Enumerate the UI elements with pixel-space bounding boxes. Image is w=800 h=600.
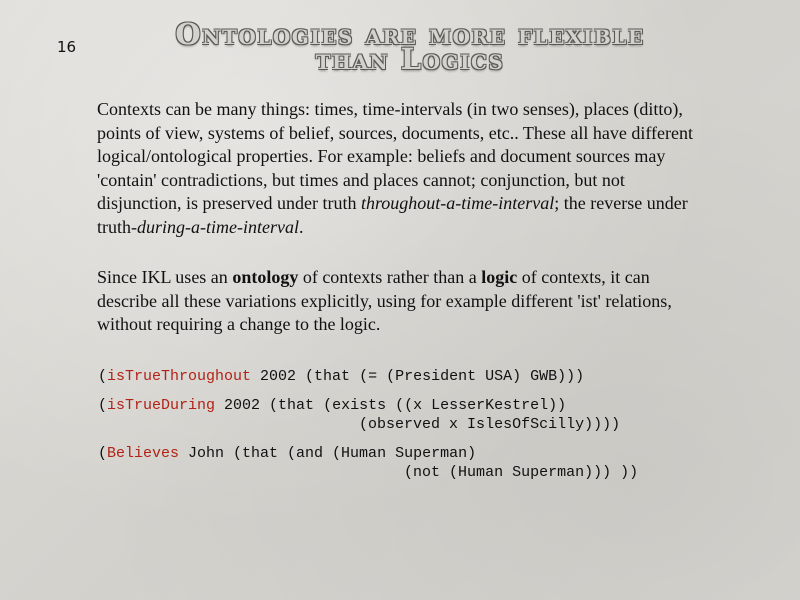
- code-continuation: (not (Human Superman))) )): [98, 464, 639, 481]
- code-rest: John (that (and (Human Superman): [179, 445, 477, 462]
- code-example-is-true-during: [98, 396, 620, 434]
- code-keyword: isTrueDuring: [107, 397, 216, 414]
- slide-title-line-2: than Logics: [315, 42, 505, 76]
- bold-logic: logic: [481, 267, 518, 287]
- contexts-paragraph-text: Contexts can be many things: times, time-intervals (in two senses), places (ditto), points of view, systems of belief, sources, documents, etc.. These all have different logical/ontological properties. For example: beliefs and document sources may 'contain' contradictions, but times and places cannot; conjunction, but not disjunction, is preserved under truth: [97, 99, 694, 213]
- code-continuation: (observed x IslesOfScilly)))): [98, 416, 621, 433]
- slide-title-line-1: Ontologies are more flexible: [175, 17, 645, 51]
- ikl-paragraph: [97, 266, 712, 337]
- slide-title: [90, 17, 730, 76]
- italic-during-interval: during-a-time-interval: [137, 216, 299, 237]
- code-rest: 2002 (that (= (President USA) GWB))): [251, 368, 585, 385]
- code-rest: 2002 (that (exists ((x LesserKestrel)): [215, 397, 567, 414]
- ikl-paragraph-text-1: Since IKL uses an: [97, 267, 233, 287]
- ikl-paragraph-text-2: of contexts rather than a: [298, 267, 482, 287]
- code-keyword: isTrueThroughout: [107, 368, 252, 385]
- bold-ontology: ontology: [232, 267, 299, 287]
- code-example-is-true-throughout: [98, 367, 584, 386]
- code-paren: (: [98, 368, 108, 385]
- code-paren: (: [98, 397, 108, 414]
- slide-number: 16: [57, 38, 77, 56]
- contexts-paragraph-text-end: .: [298, 216, 304, 237]
- code-keyword: Believes: [107, 445, 180, 462]
- code-example-believes: [98, 444, 638, 482]
- contexts-paragraph: [97, 98, 712, 239]
- code-paren: (: [98, 445, 108, 462]
- contexts-paragraph-text-mid: ; the reverse under truth-: [97, 193, 688, 237]
- italic-throughout-interval: throughout-a-time-interval: [360, 193, 555, 213]
- ikl-paragraph-text-3: of contexts, it can describe all these variations explicitly, using for example different 'ist' relations, without requiring a change to the logic.: [97, 267, 672, 334]
